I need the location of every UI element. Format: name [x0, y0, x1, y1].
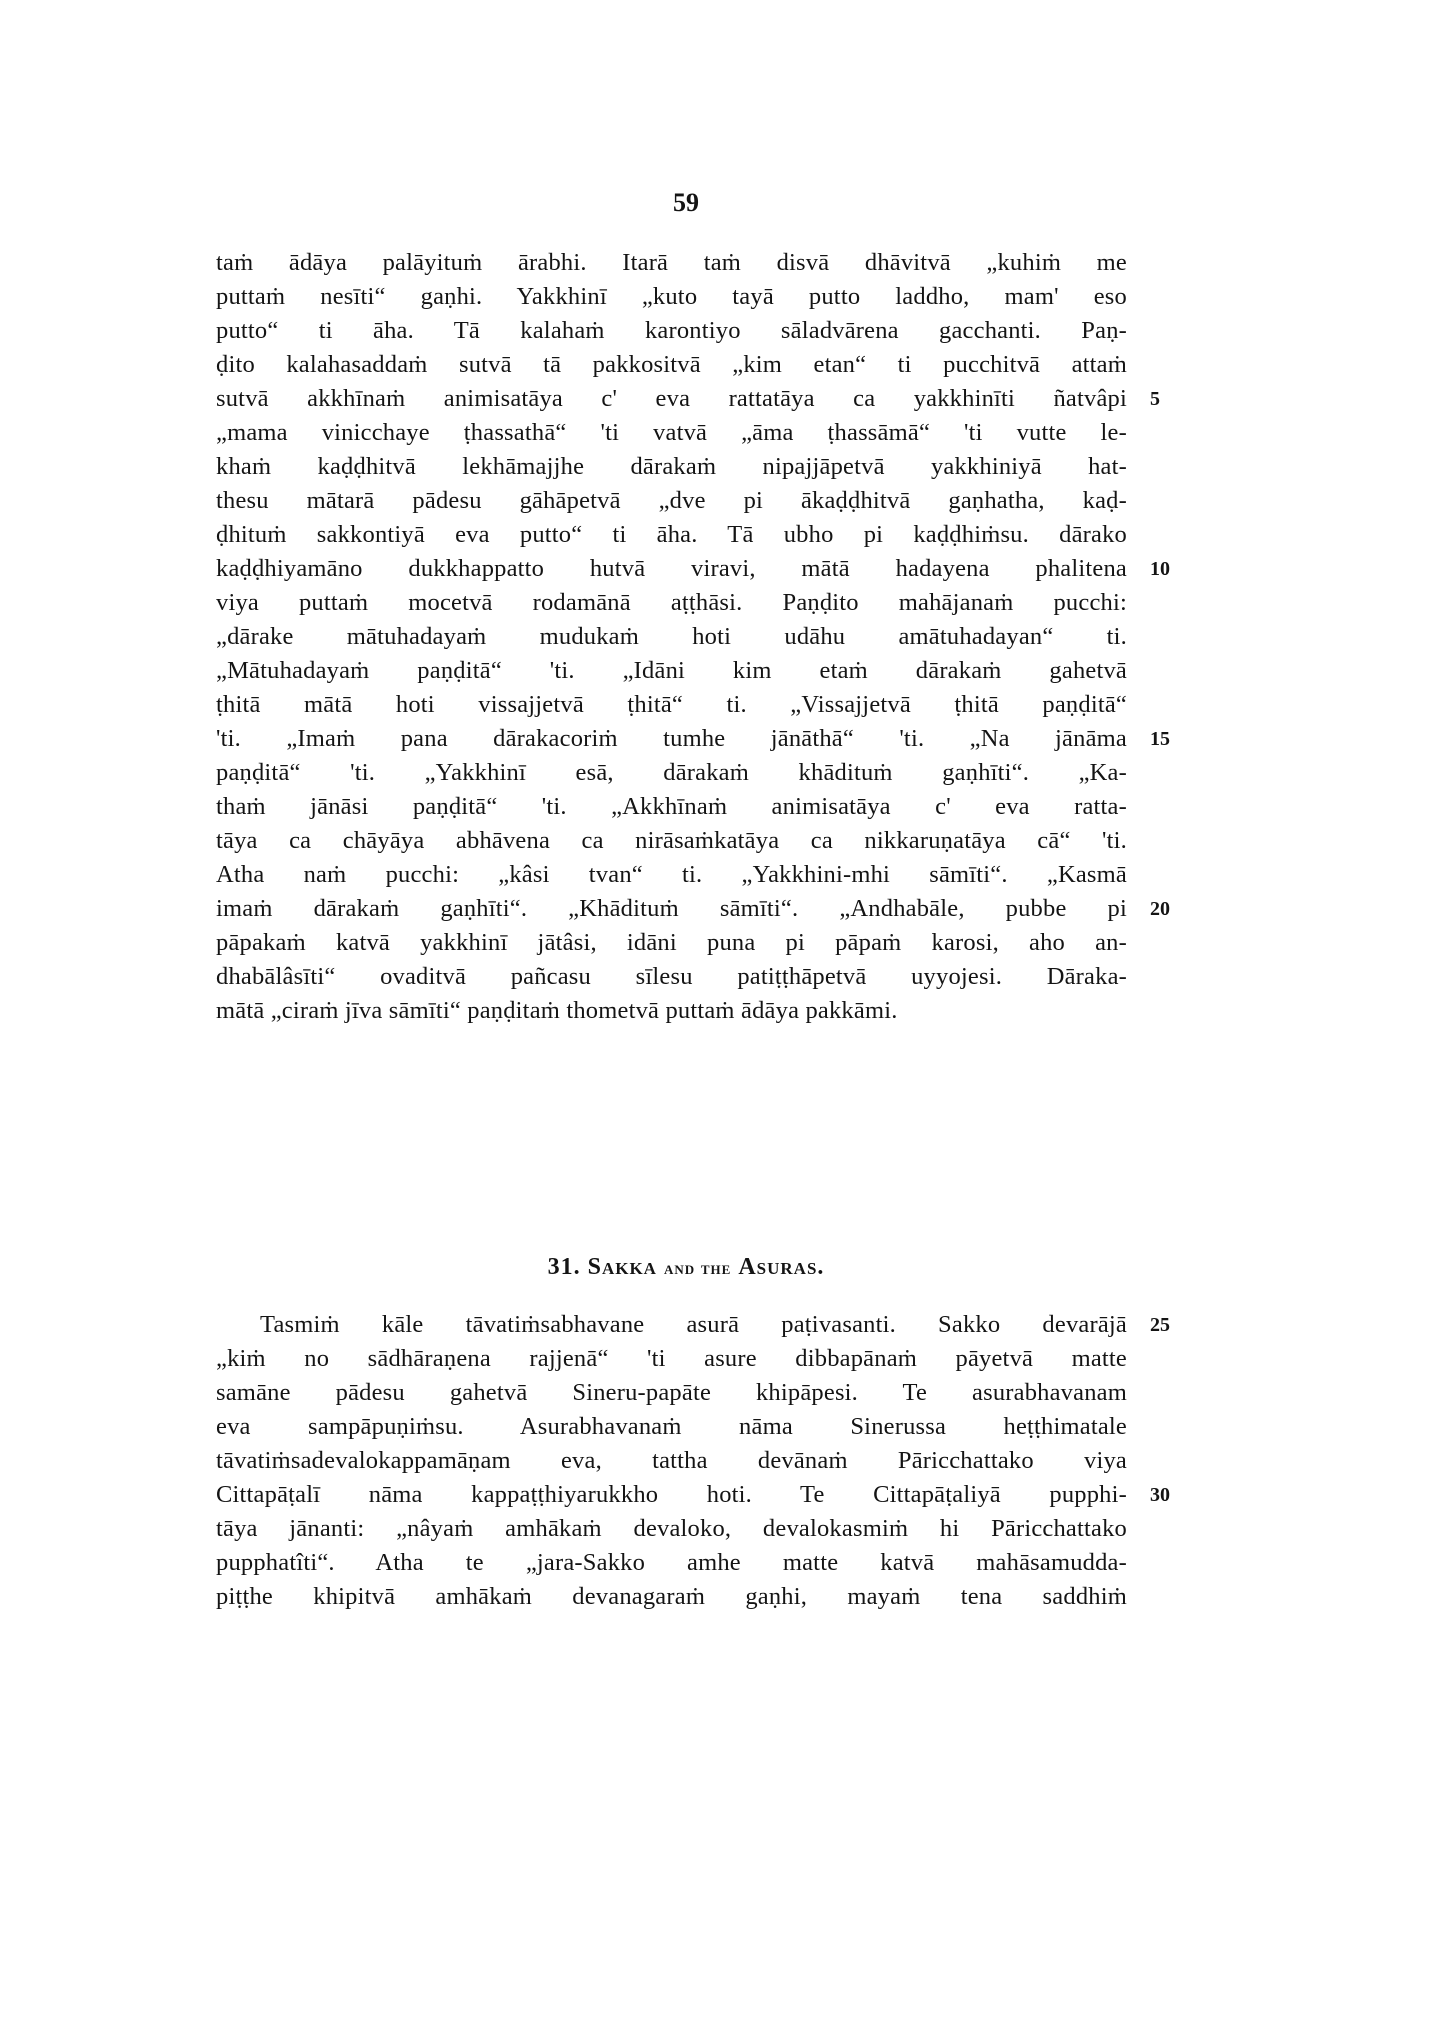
- text-line: khaṁ kaḍḍhitvā lekhāmajjhe dārakaṁ nipajjāpetvā yakkhiniyā hat-: [216, 453, 1127, 480]
- text-line: sutvā akkhīnaṁ animisatāya c' eva rattatāya ca yakkhinīti ñatvâpi: [216, 385, 1127, 412]
- text-line: ḍhituṁ sakkontiyā eva putto“ ti āha. Tā ubho pi kaḍḍhiṁsu. dārako: [216, 521, 1127, 548]
- text-line: tāya ca chāyāya abhāvena ca nirāsaṁkatāya ca nikkaruṇatāya cā“ 'ti.: [216, 827, 1127, 854]
- text-line: imaṁ dārakaṁ gaṇhīti“. „Khādituṁ sāmīti“. „Andhabāle, pubbe pi: [216, 895, 1127, 922]
- page-number: 59: [673, 188, 699, 217]
- text-line: kaḍḍhiyamāno dukkhappatto hutvā viravi, mātā hadayena phalitena: [216, 555, 1127, 582]
- text-line: Tasmiṁ kāle tāvatiṁsabhavane asurā paṭivasanti. Sakko devarājā: [260, 1311, 1127, 1338]
- text-line: pupphatîti“. Atha te „jara-Sakko amhe matte katvā mahāsamudda-: [216, 1549, 1127, 1576]
- text-line: putto“ ti āha. Tā kalahaṁ karontiyo sāladvārena gacchanti. Paṇ-: [216, 317, 1127, 344]
- text-line: thesu mātarā pādesu gāhāpetvā „dve pi ākaḍḍhitvā gaṇhatha, kaḍ-: [216, 487, 1127, 514]
- text-line: taṁ ādāya palāyituṁ ārabhi. Itarā taṁ disvā dhāvitvā „kuhiṁ me: [216, 249, 1127, 276]
- text-line: mātā „ciraṁ jīva sāmīti“ paṇḍitaṁ thometvā puttaṁ ādāya pakkāmi.: [216, 997, 898, 1024]
- section-number: 31.: [547, 1254, 581, 1280]
- line-number: 20: [1150, 898, 1170, 920]
- text-line: piṭṭhe khipitvā amhākaṁ devanagaraṁ gaṇhi, mayaṁ tena saddhiṁ: [216, 1583, 1127, 1610]
- line-number: 15: [1150, 728, 1170, 750]
- text-line: paṇḍitā“ 'ti. „Yakkhinī esā, dārakaṁ khādituṁ gaṇhīti“. „Ka-: [216, 759, 1127, 786]
- text-line: ṭhitā mātā hoti vissajjetvā ṭhitā“ ti. „Vissajjetvā ṭhitā paṇḍitā“: [216, 691, 1127, 718]
- text-line: Atha naṁ pucchi: „kâsi tvan“ ti. „Yakkhini-mhi sāmīti“. „Kasmā: [216, 861, 1127, 888]
- text-line: tāya jānanti: „nâyaṁ amhākaṁ devaloko, devalokasmiṁ hi Pāricchattako: [216, 1515, 1127, 1542]
- text-line: ḍito kalahasaddaṁ sutvā tā pakkositvā „kim etan“ ti pucchitvā attaṁ: [216, 351, 1127, 378]
- section-heading: [0, 1254, 1372, 1281]
- text-line: „dārake mātuhadayaṁ mudukaṁ hoti udāhu amātuhadayan“ ti.: [216, 623, 1127, 650]
- text-line: „mama vinicchaye ṭhassathā“ 'ti vatvā „āma ṭhassāmā“ 'ti vutte le-: [216, 419, 1127, 446]
- text-line: puttaṁ nesīti“ gaṇhi. Yakkhinī „kuto tayā putto laddho, mam' eso: [216, 283, 1127, 310]
- text-line: viya puttaṁ mocetvā rodamānā aṭṭhāsi. Paṇḍito mahājanaṁ pucchi:: [216, 589, 1127, 616]
- text-line: samāne pādesu gahetvā Sineru-papāte khipāpesi. Te asurabhavanam: [216, 1379, 1127, 1406]
- text-line: 'ti. „Imaṁ pana dārakacoriṁ tumhe jānāthā“ 'ti. „Na jānāma: [216, 725, 1127, 752]
- line-number: 30: [1150, 1484, 1170, 1506]
- line-number: 25: [1150, 1314, 1170, 1336]
- text-line: dhabālâsīti“ ovaditvā pañcasu sīlesu patiṭṭhāpetvā uyyojesi. Dāraka-: [216, 963, 1127, 990]
- text-line: thaṁ jānāsi paṇḍitā“ 'ti. „Akkhīnaṁ animisatāya c' eva ratta-: [216, 793, 1127, 820]
- section-title-word: Asuras.: [738, 1254, 825, 1280]
- text-line: pāpakaṁ katvā yakkhinī jātâsi, idāni puna pi pāpaṁ karosi, aho an-: [216, 929, 1127, 956]
- text-line: eva sampāpuṇiṁsu. Asurabhavanaṁ nāma Sinerussa heṭṭhimatale: [216, 1413, 1127, 1440]
- section-title-word: Sakka: [587, 1254, 657, 1280]
- text-line: „kiṁ no sādhāraṇena rajjenā“ 'ti asure dibbapānaṁ pāyetvā matte: [216, 1345, 1127, 1372]
- text-line: tāvatiṁsadevalokappamāṇam eva, tattha devānaṁ Pāricchattako viya: [216, 1447, 1127, 1474]
- line-number: 10: [1150, 558, 1170, 580]
- line-number: 5: [1150, 388, 1160, 410]
- section-title-joiner: and the: [663, 1258, 732, 1279]
- text-line: „Mātuhadayaṁ paṇḍitā“ 'ti. „Idāni kim etaṁ dārakaṁ gahetvā: [216, 657, 1127, 684]
- text-line: Cittapāṭalī nāma kappaṭṭhiyarukkho hoti. Te Cittapāṭaliyā pupphi-: [216, 1481, 1127, 1508]
